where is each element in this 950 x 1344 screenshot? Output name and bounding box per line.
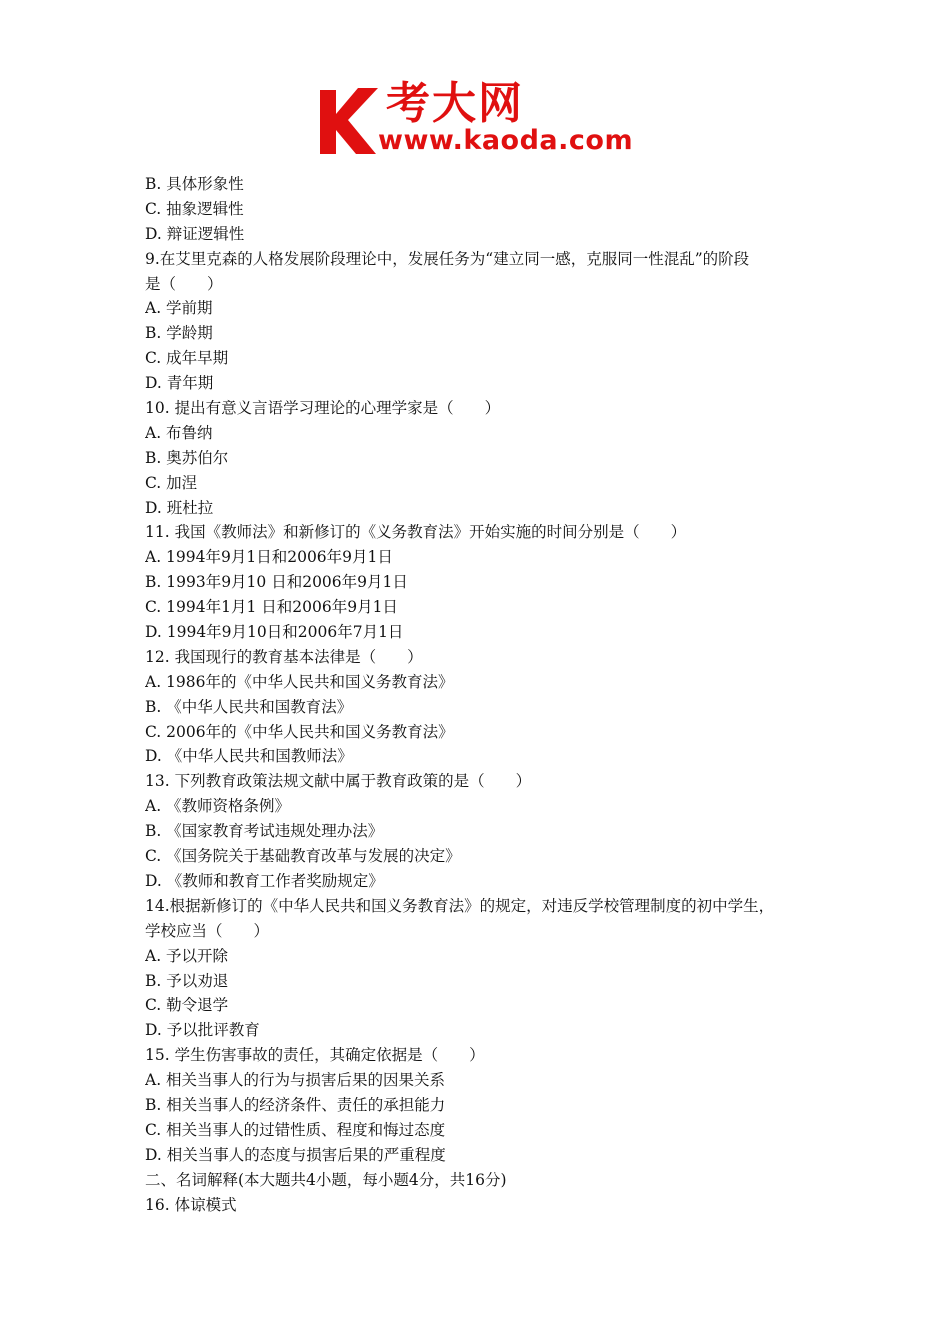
option-line: A. 《教师资格条例》 [145,797,291,816]
section-heading: 二、名词解释(本大题共4小题，每小题4分，共16分) [145,1170,507,1189]
option-line: A. 学前期 [145,299,213,318]
option-line: A. 1986年的《中华人民共和国义务教育法》 [145,672,454,691]
option-line: B. 1993年9月10 日和2006年9月1日 [145,573,408,592]
option-line: D. 青年期 [145,374,214,393]
k-logo-icon [318,84,384,156]
option-line: A. 相关当事人的行为与损害后果的因果关系 [145,1071,446,1090]
question-stem: 12. 我国现行的教育基本法律是（ ） [145,647,423,666]
option-line: D. 《教师和教育工作者奖励规定》 [145,871,384,890]
question-stem: 13. 下列教育政策法规文献中属于教育政策的是（ ） [145,772,532,791]
question-stem: 10. 提出有意义言语学习理论的心理学家是（ ） [145,399,501,418]
text-line: B. 具体形象性 [145,175,244,193]
option-line: D. 班杜拉 [145,498,214,517]
option-line: D. 《中华人民共和国教师法》 [145,747,353,766]
option-line: C. 相关当事人的过错性质、程度和悔过态度 [145,1120,446,1139]
option-line: B. 《国家教育考试违规处理办法》 [145,822,384,841]
question-stem: 16. 体谅模式 [145,1195,237,1214]
option-line: C. 2006年的《中华人民共和国义务教育法》 [145,722,454,741]
option-line: A. 布鲁纳 [145,423,213,442]
option-line: C. 1994年1月1 日和2006年9月1日 [145,598,398,617]
question-stem-continued: 是（ ） [145,274,223,293]
question-stem: 15. 学生伤害事故的责任，其确定依据是（ ） [145,1046,485,1065]
question-stem: 9.在艾里克森的人格发展阶段理论中，发展任务为“建立同一感，克服同一性混乱”的阶段 [145,249,750,268]
option-line: D. 1994年9月10日和2006年7月1日 [145,623,404,642]
text-line: C. 抽象逻辑性 [145,199,244,218]
logo-brand-text: 考大网 [386,78,524,129]
option-line: B. 奥苏伯尔 [145,448,229,467]
kaoda-logo [318,80,638,160]
option-line: D. 相关当事人的态度与损害后果的严重程度 [145,1145,446,1164]
option-line: B. 相关当事人的经济条件、责任的承担能力 [145,1095,446,1114]
document-body [145,172,815,1217]
logo-url-text: www.kaoda.com [378,125,634,156]
option-line: A. 1994年9月1日和2006年9月1日 [145,548,393,567]
question-stem: 14.根据新修订的《中华人民共和国义务教育法》的规定，对违反学校管理制度的初中学生， [145,896,775,915]
option-line: D. 予以批评教育 [145,1021,260,1040]
text-line: D. 辩证逻辑性 [145,224,245,243]
option-line: C. 勒令退学 [145,996,229,1015]
option-line: B. 学龄期 [145,324,213,343]
option-line: B. 《中华人民共和国教育法》 [145,697,353,716]
option-line: C. 成年早期 [145,349,229,368]
option-line: A. 予以开除 [145,946,229,965]
option-line: C. 《国务院关于基础教育改革与发展的决定》 [145,847,461,866]
question-stem-continued: 学校应当（ ） [145,921,270,940]
option-line: B. 予以劝退 [145,971,229,990]
option-line: C. 加涅 [145,473,198,492]
question-stem: 11. 我国《教师法》和新修订的《义务教育法》开始实施的时间分别是（ ） [145,523,687,542]
